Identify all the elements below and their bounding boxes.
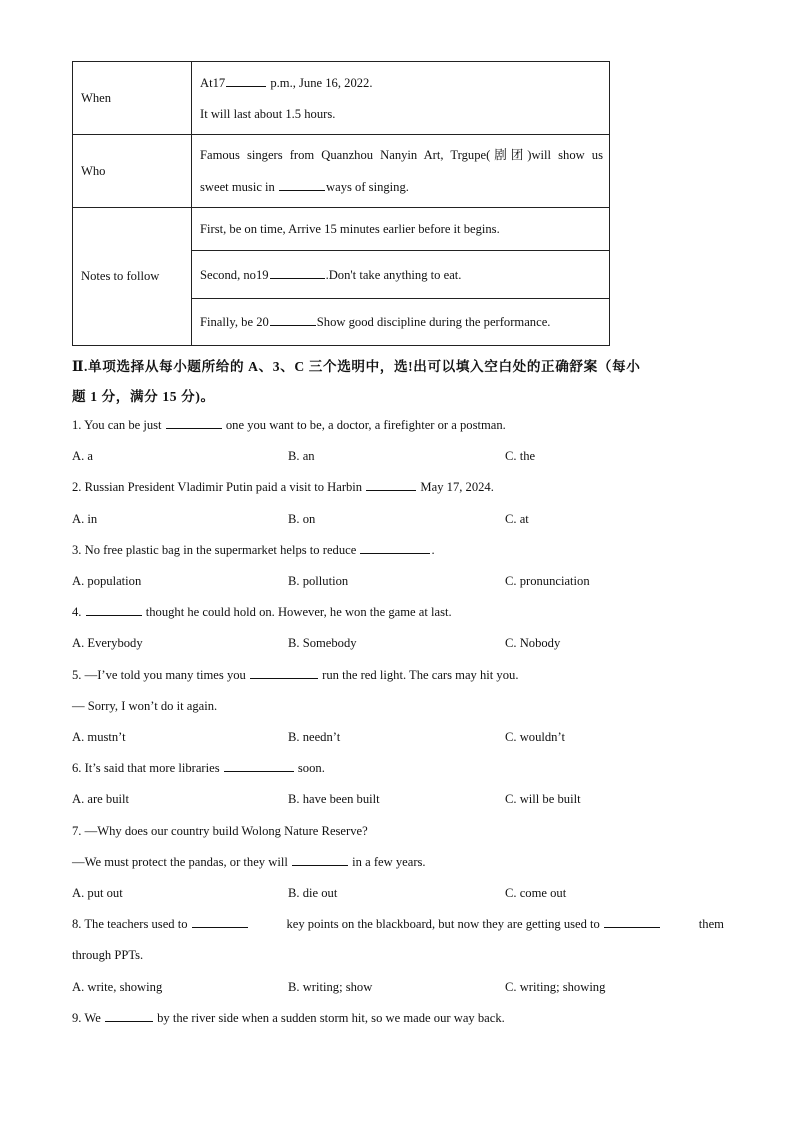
option-a[interactable]: A. Everybody [72, 636, 143, 650]
option-b[interactable]: B. writing; show [288, 980, 373, 994]
option-b[interactable]: B. Somebody [288, 636, 357, 650]
question-7: 7. —Why does our country build Wolong Nature Reserve? [72, 824, 368, 838]
note-second-text-1: Second, no19 [200, 267, 269, 282]
question-5-reply: — Sorry, I won’t do it again. [72, 699, 218, 713]
options-1 [72, 448, 724, 464]
answer-blank[interactable] [292, 854, 348, 866]
options-8 [72, 979, 724, 995]
row-header-who: Who [73, 135, 192, 208]
event-info-table [72, 61, 610, 346]
question-8 [72, 916, 724, 932]
who-text-3: ways of singing. [326, 179, 409, 194]
question-stem: key points on the blackboard, but now they are getting used to [286, 916, 661, 932]
option-b[interactable]: B. pollution [288, 574, 349, 588]
reply-text: —We must protect the pandas, or they will [72, 855, 291, 869]
note-first: First, be on time, Arrive 15 minutes earlier before it begins. [192, 208, 610, 251]
answer-blank[interactable] [366, 479, 416, 491]
options-3 [72, 573, 724, 589]
question-stem: one you want to be, a doctor, a firefighter or a postman. [222, 418, 506, 432]
question-stem: thought he could hold on. However, he won the game at last. [142, 605, 452, 619]
options-4 [72, 635, 724, 651]
option-c[interactable]: C. the [505, 449, 536, 463]
when-duration: It will last about 1.5 hours. [200, 106, 336, 121]
question-stem: 4. [72, 605, 85, 619]
question-stem: 3. No free plastic bag in the supermarket helps to reduce [72, 543, 360, 557]
option-c[interactable]: C. Nobody [505, 636, 561, 650]
blank-17[interactable] [226, 75, 266, 87]
answer-blank[interactable] [360, 542, 430, 554]
table-row-who [73, 135, 610, 208]
options-5 [72, 729, 724, 745]
answer-blank[interactable] [166, 417, 222, 429]
question-stem: 1. You can be just [72, 418, 165, 432]
answer-blank[interactable] [86, 604, 142, 616]
blank-20[interactable] [270, 314, 316, 326]
option-a[interactable]: A. write, showing [72, 980, 163, 994]
question-4 [72, 604, 724, 620]
row-header-when: When [73, 62, 192, 135]
answer-blank[interactable] [192, 916, 248, 928]
question-6 [72, 760, 724, 776]
who-text-2: sweet music in [200, 179, 275, 194]
section-title-line2: 题 1 分，满分 15 分)。 [72, 389, 215, 404]
question-stem: 8. The teachers used to [72, 916, 249, 932]
question-2 [72, 479, 724, 495]
answer-blank[interactable] [604, 916, 660, 928]
option-c[interactable]: C. pronunciation [505, 574, 590, 588]
question-9 [72, 1010, 724, 1026]
question-stem: by the river side when a sudden storm hit, so we made our way back. [153, 1011, 505, 1025]
option-a[interactable]: A. in [72, 512, 98, 526]
reply-text: in a few years. [348, 855, 426, 869]
options-2 [72, 511, 724, 527]
option-a[interactable]: A. a [72, 449, 93, 463]
when-cell [192, 62, 610, 135]
question-stem: 2. Russian President Vladimir Putin paid a visit to Harbin [72, 480, 366, 494]
note-finally-text-1: Finally, be 20 [200, 315, 269, 329]
question-stem: soon. [294, 761, 325, 775]
option-a[interactable]: A. population [72, 574, 142, 588]
option-a[interactable]: A. put out [72, 886, 123, 900]
note-finally-text-2: Show good discipline during the performance. [316, 315, 551, 329]
who-cell [192, 135, 610, 208]
when-text-1: At17 [200, 75, 226, 90]
question-1 [72, 417, 724, 433]
question-stem: May 17, 2024. [417, 480, 494, 494]
option-c[interactable]: C. come out [505, 886, 567, 900]
question-stem: run the red light. The cars may hit you. [319, 668, 519, 682]
blank-19[interactable] [270, 267, 325, 279]
section-title-line1: Ⅱ.单项选择从每小题所给的 A、3、C 三个选明中，选!出可以填入空白处的正确舒案（每小 [72, 359, 641, 374]
when-text-2: p.m., June 16, 2022. [270, 75, 373, 90]
option-c[interactable]: C. at [505, 512, 529, 526]
option-b[interactable]: B. on [288, 512, 316, 526]
options-7 [72, 885, 724, 901]
question-stem: . [431, 543, 435, 557]
option-a[interactable]: A. are built [72, 792, 130, 806]
answer-blank[interactable] [224, 760, 294, 772]
row-header-notes: Notes to follow [73, 208, 192, 346]
question-stem: 6. It’s said that more libraries [72, 761, 223, 775]
question-stem: them [698, 917, 724, 931]
note-second-text-2: .Don't take anything to eat. [325, 267, 462, 282]
option-b[interactable]: B. have been built [288, 792, 380, 806]
answer-blank[interactable] [105, 1010, 153, 1022]
option-b[interactable]: B. needn’t [288, 730, 341, 744]
table-row-notes-1 [73, 208, 610, 251]
who-text-1: Famous singers from Quanzhou Nanyin Art, Trgupe(剧团)will show us [200, 147, 603, 162]
answer-blank[interactable] [250, 667, 318, 679]
option-a[interactable]: A. mustn’t [72, 730, 126, 744]
question-7-reply [72, 854, 724, 870]
option-b[interactable]: B. die out [288, 886, 338, 900]
question-3 [72, 542, 724, 558]
blank-18[interactable] [279, 179, 325, 191]
option-b[interactable]: B. an [288, 449, 315, 463]
question-stem: 9. We [72, 1011, 104, 1025]
option-c[interactable]: C. wouldn’t [505, 730, 565, 744]
option-c[interactable]: C. will be built [505, 792, 581, 806]
option-c[interactable]: C. writing; showing [505, 980, 606, 994]
note-second-cell [192, 251, 610, 299]
table-row-when [73, 62, 610, 135]
options-6 [72, 791, 724, 807]
question-stem: 5. —I’ve told you many times you [72, 668, 249, 682]
question-5 [72, 667, 724, 683]
question-8-cont: through PPTs. [72, 948, 144, 962]
note-finally-cell [192, 299, 610, 346]
